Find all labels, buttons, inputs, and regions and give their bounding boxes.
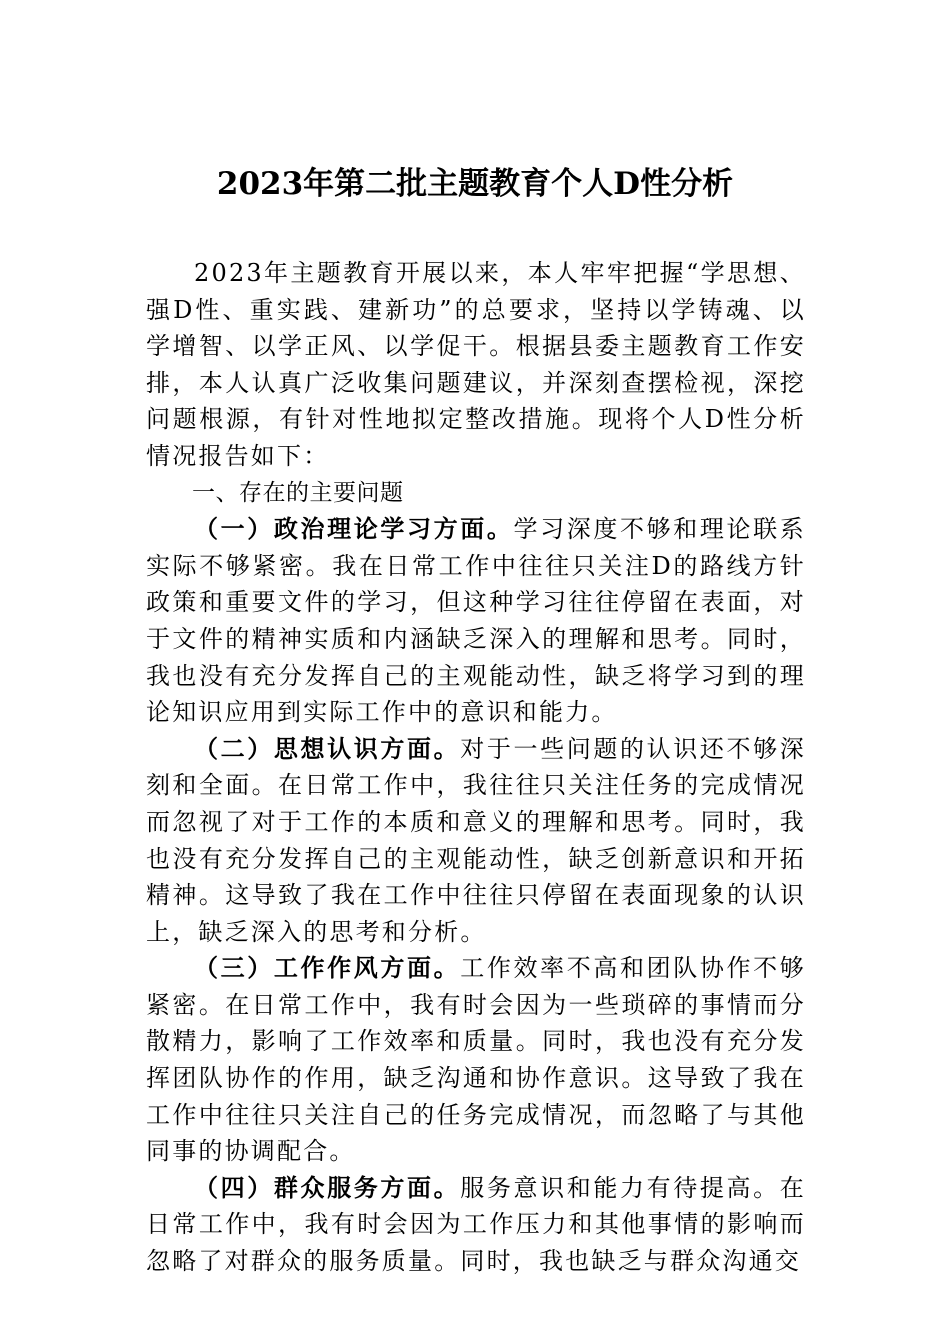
item-paragraph-work-style	[146, 950, 806, 1170]
document-title: 2023年第二批主题教育个人D性分析	[216, 166, 734, 202]
item-paragraph-ideology	[146, 731, 806, 951]
intro-paragraph: 2023年主题教育开展以来，本人牢牢把握“学思想、强D性、重实践、建新功”的总要求，坚持以学铸魂、以学增智、以学正风、以学促干。根据县委主题教育工作安排，本人认真广泛收集问题建议，并深刻查摆检视，深挖问题根源，有针对性地拟定整改措施。现将个人D性分析情况报告如下：	[146, 259, 806, 470]
item-text: 学习深度不够和理论联系实际不够紧密。我在日常工作中往往只关注D的路线方针政策和重要文件的学习，但这种学习往往停留在表面，对于文件的精神实质和内涵缺乏深入的理解和思考。同时，我也没有充分发挥自己的主观能动性，缺乏将学习到的理论知识应用到实际工作中的意识和能力。	[146, 515, 806, 727]
item-label: （四）群众服务方面。	[194, 1172, 461, 1202]
item-text: 服务意识和能力有待提高。在日常工作中，我有时会因为工作压力和其他事情的影响而忽略了对群众的服务质量。同时，我也缺乏与群众沟通交	[146, 1173, 807, 1276]
item-label: （一）政治理论学习方面。	[194, 514, 514, 544]
item-paragraph-public-service	[146, 1170, 806, 1280]
document-body	[146, 255, 806, 1280]
item-label: （二）思想认识方面。	[194, 733, 461, 763]
section-heading-problems: 一、存在的主要问题	[192, 479, 404, 506]
item-paragraph-political-theory	[146, 511, 806, 731]
item-text: 工作效率不高和团队协作不够紧密。在日常工作中，我有时会因为一些琐碎的事情而分散精力，影响了工作效率和质量。同时，我也没有充分发挥团队协作的作用，缺乏沟通和协作意识。这导致了我在工作中往往只关注自己的任务完成情况，而忽略了与其他同事的协调配合。	[146, 954, 807, 1166]
item-label: （三）工作作风方面。	[194, 953, 461, 983]
item-text: 对于一些问题的认识还不够深刻和全面。在日常工作中，我往往只关注任务的完成情况而忽视了对于工作的本质和意义的理解和思考。同时，我也没有充分发挥自己的主观能动性，缺乏创新意识和开拓精神。这导致了我在工作中往往只停留在表面现象的认识上，缺乏深入的思考和分析。	[146, 734, 807, 946]
